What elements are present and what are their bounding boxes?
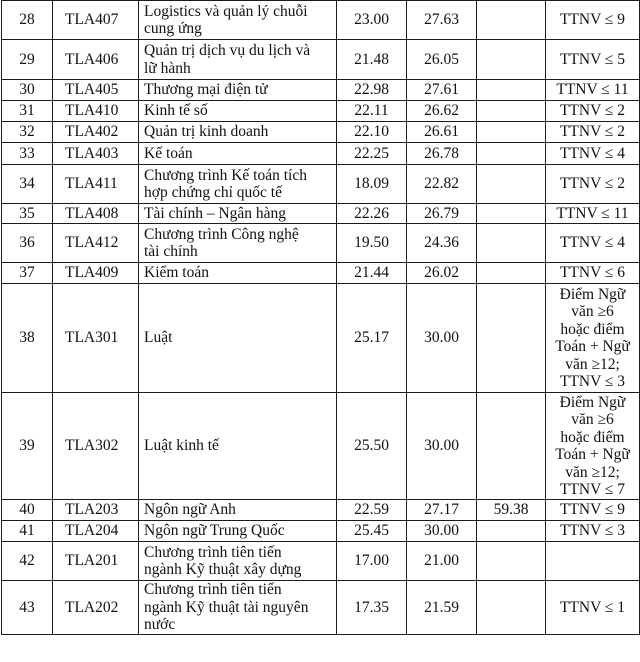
condition-cell-line: TTNV ≤ 9 [559, 501, 626, 519]
score-cell: 18.09 [337, 165, 407, 204]
score-scaled-cell: 26.62 [407, 101, 477, 122]
condition-cell-line: TTNV ≤ 4 [559, 234, 626, 252]
score-extra-cell [477, 581, 546, 635]
score-cell: 22.98 [337, 80, 407, 101]
condition-cell-line: văn ≥6 [571, 411, 614, 428]
score-extra-cell [477, 204, 546, 224]
program-name-cell-line: Chương trình tiên tiến [144, 543, 282, 561]
program-name-cell [139, 1, 337, 40]
score-extra-cell [477, 165, 546, 204]
program-code-cell: TLA407 [53, 1, 139, 40]
score-extra-cell [477, 101, 546, 122]
program-name-cell [139, 80, 337, 101]
score-scaled-cell: 26.05 [407, 40, 477, 80]
score-cell: 22.59 [337, 500, 407, 521]
program-name-cell [139, 581, 337, 635]
row-number-cell: 31 [2, 101, 53, 122]
score-extra-cell [477, 521, 546, 542]
row-number-cell: 39 [2, 393, 53, 500]
program-code-cell: TLA204 [53, 521, 139, 542]
program-name-cell [139, 101, 337, 122]
row-number-cell: 37 [2, 263, 53, 284]
row-number-cell: 29 [2, 40, 53, 80]
score-cell: 21.48 [337, 40, 407, 80]
program-name-cell-line: Chương trình Công nghệ [144, 225, 299, 243]
condition-cell [546, 521, 640, 542]
score-cell: 25.50 [337, 393, 407, 500]
score-scaled-cell: 30.00 [407, 521, 477, 542]
score-scaled-cell: 26.79 [407, 204, 477, 224]
score-scaled-cell: 26.78 [407, 143, 477, 165]
condition-cell-line: hoặc điểm [560, 428, 625, 446]
program-name-cell [139, 40, 337, 80]
score-cell: 25.45 [337, 521, 407, 542]
program-code-cell: TLA301 [53, 284, 139, 393]
score-extra-cell [477, 393, 546, 500]
program-name-cell-line: Quản trị kinh doanh [144, 123, 269, 141]
program-name-cell-line: Kiểm toán [144, 264, 209, 282]
program-name-cell-line: Logistics và quản lý chuỗi [144, 2, 308, 20]
condition-cell [546, 581, 640, 635]
condition-cell [546, 393, 640, 500]
program-name-cell-line: cung ứng [144, 20, 202, 37]
score-scaled-cell: 21.59 [407, 581, 477, 635]
condition-cell-line: TTNV ≤ 4 [559, 144, 626, 162]
condition-cell-line: TTNV ≤ 7 [559, 481, 626, 498]
condition-cell [546, 40, 640, 80]
condition-cell-line: TTNV ≤ 9 [559, 11, 626, 29]
table-row [2, 284, 640, 393]
condition-cell-line: hoặc điểm [560, 320, 625, 338]
score-extra-cell [477, 284, 546, 393]
program-name-cell [139, 521, 337, 542]
condition-cell [546, 101, 640, 122]
table-row [2, 1, 640, 40]
condition-cell-line: TTNV ≤ 6 [559, 264, 626, 282]
program-name-cell [139, 224, 337, 263]
score-cell: 21.44 [337, 263, 407, 284]
score-extra-cell [477, 263, 546, 284]
score-scaled-cell: 30.00 [407, 393, 477, 500]
condition-cell-line: TTNV ≤ 1 [559, 598, 626, 616]
score-extra-cell [477, 122, 546, 143]
condition-cell-line: văn ≥12; [565, 463, 620, 481]
score-scaled-cell: 27.17 [407, 500, 477, 521]
condition-cell [546, 165, 640, 204]
program-name-cell-line: Kế toán [144, 144, 193, 162]
row-number-cell: 33 [2, 143, 53, 165]
condition-cell-line: TTNV ≤ 2 [559, 102, 626, 120]
row-number-cell: 38 [2, 284, 53, 393]
table-row [2, 521, 640, 542]
program-name-cell-line: Luật [144, 329, 173, 347]
condition-cell [546, 500, 640, 521]
condition-cell [546, 122, 640, 143]
condition-cell [546, 224, 640, 263]
program-code-cell: TLA203 [53, 500, 139, 521]
program-name-cell-line: Ngôn ngữ Trung Quốc [144, 522, 285, 540]
score-scaled-cell: 24.36 [407, 224, 477, 263]
row-number-cell: 35 [2, 204, 53, 224]
score-cell: 17.00 [337, 542, 407, 581]
program-name-cell-line: ngành Kỹ thuật tài nguyên [144, 598, 309, 616]
condition-cell-line: TTNV ≤ 11 [556, 81, 629, 99]
table-row [2, 165, 640, 204]
program-name-cell [139, 122, 337, 143]
condition-cell [546, 284, 640, 393]
score-extra-cell [477, 542, 546, 581]
score-extra-cell [477, 224, 546, 263]
condition-cell-line: Điểm Ngữ [559, 393, 626, 411]
program-code-cell: TLA403 [53, 143, 139, 165]
program-name-cell [139, 204, 337, 224]
program-code-cell: TLA408 [53, 204, 139, 224]
table-row [2, 80, 640, 101]
condition-cell [546, 204, 640, 224]
table-row [2, 224, 640, 263]
row-number-cell: 32 [2, 122, 53, 143]
score-cell: 25.17 [337, 284, 407, 393]
row-number-cell: 34 [2, 165, 53, 204]
row-number-cell: 41 [2, 521, 53, 542]
program-name-cell-line: Quản trị dịch vụ du lịch và [144, 42, 311, 59]
condition-cell [546, 263, 640, 284]
program-code-cell: TLA402 [53, 122, 139, 143]
score-cell: 22.11 [337, 101, 407, 122]
score-cell: 22.26 [337, 204, 407, 224]
score-scaled-cell: 27.61 [407, 80, 477, 101]
row-number-cell: 43 [2, 581, 53, 635]
program-name-cell-line: hợp chứng chỉ quốc tế [144, 184, 282, 201]
program-name-cell [139, 500, 337, 521]
program-name-cell [139, 165, 337, 204]
score-extra-cell [477, 1, 546, 40]
program-name-cell [139, 263, 337, 284]
condition-cell-line: Toán + Ngữ [555, 446, 630, 463]
table-row [2, 204, 640, 224]
condition-cell-line: văn ≥6 [571, 303, 614, 320]
score-scaled-cell: 30.00 [407, 284, 477, 393]
condition-cell-line: TTNV ≤ 5 [559, 50, 626, 68]
row-number-cell: 28 [2, 1, 53, 40]
table-row [2, 122, 640, 143]
condition-cell [546, 542, 640, 581]
score-cell: 17.35 [337, 581, 407, 635]
score-scaled-cell: 26.02 [407, 263, 477, 284]
condition-cell-line: TTNV ≤ 11 [556, 204, 629, 222]
program-name-cell-line: ngành Kỹ thuật xây dựng [144, 561, 302, 578]
score-scaled-cell: 27.63 [407, 1, 477, 40]
score-cell: 23.00 [337, 1, 407, 40]
program-name-cell-line: Ngôn ngữ Anh [144, 501, 236, 519]
program-name-cell [139, 284, 337, 393]
program-name-cell-line: lữ hành [144, 59, 191, 77]
program-code-cell: TLA406 [53, 40, 139, 80]
score-extra-cell [477, 143, 546, 165]
condition-cell-line: TTNV ≤ 3 [559, 373, 626, 390]
program-code-cell: TLA405 [53, 80, 139, 101]
score-cell: 22.25 [337, 143, 407, 165]
program-code-cell: TLA201 [53, 542, 139, 581]
table-row [2, 542, 640, 581]
program-name-cell-line: tài chính [144, 243, 198, 260]
score-cell: 19.50 [337, 224, 407, 263]
table-row [2, 143, 640, 165]
program-code-cell: TLA411 [53, 165, 139, 204]
program-name-cell-line: Thương mại điện tử [144, 81, 268, 99]
score-scaled-cell: 21.00 [407, 542, 477, 581]
table-row [2, 263, 640, 284]
row-number-cell: 30 [2, 80, 53, 101]
table-row [2, 101, 640, 122]
table-row [2, 581, 640, 635]
table-body [2, 1, 640, 635]
score-extra-cell [477, 80, 546, 101]
program-name-cell-line: Luật kinh tế [144, 437, 219, 455]
program-name-cell-line: Tài chính – Ngân hàng [144, 204, 287, 222]
admission-score-table [1, 0, 640, 635]
condition-cell-line: TTNV ≤ 3 [559, 522, 626, 540]
program-code-cell: TLA412 [53, 224, 139, 263]
score-scaled-cell: 22.82 [407, 165, 477, 204]
program-name-cell-line: Chương trình tiên tiến [144, 581, 282, 598]
program-name-cell-line: Kinh tế số [144, 102, 208, 120]
program-code-cell: TLA409 [53, 263, 139, 284]
condition-cell [546, 80, 640, 101]
score-scaled-cell: 26.61 [407, 122, 477, 143]
score-extra-cell: 59.38 [477, 500, 546, 521]
condition-cell [546, 1, 640, 40]
score-cell: 22.10 [337, 122, 407, 143]
program-name-cell [139, 542, 337, 581]
program-code-cell: TLA410 [53, 101, 139, 122]
table-row [2, 500, 640, 521]
row-number-cell: 40 [2, 500, 53, 521]
program-code-cell: TLA202 [53, 581, 139, 635]
table-row [2, 40, 640, 80]
program-name-cell-line: nước [144, 616, 176, 633]
condition-cell-line: TTNV ≤ 2 [559, 123, 626, 141]
condition-cell-line: Toán + Ngữ [555, 338, 630, 355]
condition-cell-line: TTNV ≤ 2 [559, 175, 626, 193]
program-name-cell-line: Chương trình Kế toán tích [144, 166, 307, 184]
program-name-cell [139, 393, 337, 500]
program-name-cell [139, 143, 337, 165]
row-number-cell: 42 [2, 542, 53, 581]
condition-cell [546, 143, 640, 165]
condition-cell-line: Điểm Ngữ [559, 285, 626, 303]
row-number-cell: 36 [2, 224, 53, 263]
score-extra-cell [477, 40, 546, 80]
table-row [2, 393, 640, 500]
program-code-cell: TLA302 [53, 393, 139, 500]
condition-cell-line: văn ≥12; [565, 355, 620, 373]
